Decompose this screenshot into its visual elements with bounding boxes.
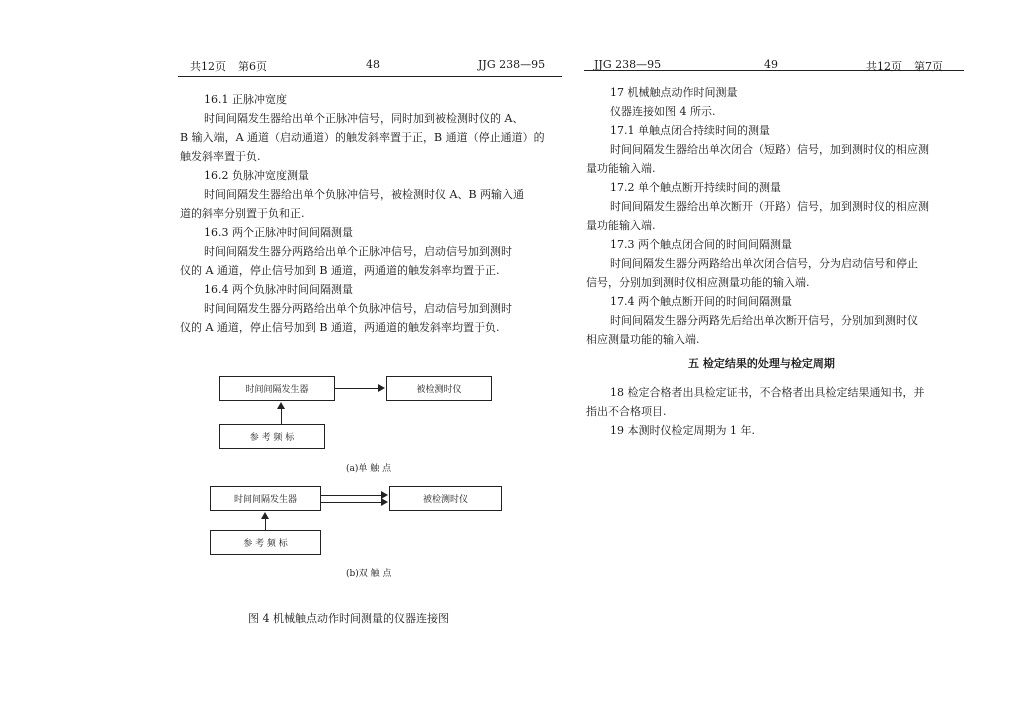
paragraph-line: 道的斜率分别置于负和正. (180, 207, 305, 220)
page-number: 48 (366, 58, 380, 71)
paragraph-line: 19 本测时仪检定周期为 1 年. (610, 424, 755, 437)
arrow-right-icon (378, 384, 385, 392)
standard-code: JJG 238—95 (478, 58, 546, 71)
subsection-heading: 17.1 单触点闭合持续时间的测量 (610, 124, 770, 137)
paragraph-line: 触发斜率置于负. (180, 150, 261, 163)
paragraph-line: 时间间隔发生器给出单次断开（开路）信号，加到测时仪的相应测 (610, 200, 929, 213)
subsection-heading: 16.4 两个负脉冲时间间隔测量 (204, 283, 353, 296)
arrow-right-icon (381, 498, 388, 506)
paragraph-line: 量功能输入端. (586, 162, 656, 175)
paragraph-line: 时间间隔发生器分两路给出单个正脉冲信号，启动信号加到测时 (204, 245, 512, 258)
arrow-up-icon (277, 402, 285, 409)
paragraph-line: 18 检定合格者出具检定证书，不合格者出具检定结果通知书，并 (610, 386, 925, 399)
connector-line (321, 502, 381, 503)
left-page-header (0, 56, 580, 76)
subsection-heading: 16.2 负脉冲宽度测量 (204, 169, 309, 182)
right-page-header (580, 56, 1024, 76)
paragraph-line: 时间间隔发生器分两路给出单个负脉冲信号，启动信号加到测时 (204, 302, 512, 315)
connector-line (281, 409, 282, 424)
paragraph-line: 量功能输入端. (586, 219, 656, 232)
connector-line (321, 495, 381, 496)
arrow-up-icon (261, 512, 269, 519)
generator-box-b: 时间间隔发生器 (210, 486, 321, 511)
reference-box-b: 参 考 频 标 (210, 530, 321, 555)
reference-box-a: 参 考 频 标 (219, 424, 325, 449)
page-label: 第6页 (238, 60, 267, 73)
paragraph-line: 时间间隔发生器分两路先后给出单次断开信号，分别加到测时仪 (610, 314, 918, 327)
header-rule (584, 70, 964, 71)
figure-subcaption: (a)单 触 点 (346, 464, 392, 474)
header-rule (178, 76, 562, 77)
paragraph-line: 时间间隔发生器给出单个正脉冲信号，同时加到被检测时仪的 A、 (204, 112, 524, 125)
subsection-heading: 17.3 两个触点闭合间的时间间隔测量 (610, 238, 792, 251)
figure-caption: 图 4 机械触点动作时间测量的仪器连接图 (248, 612, 449, 625)
total-pages: 共12页 (866, 60, 902, 73)
paragraph-line: 时间间隔发生器分两路给出单次闭合信号，分为启动信号和停止 (610, 257, 918, 270)
subsection-heading: 17.2 单个触点断开持续时间的测量 (610, 181, 781, 194)
paragraph-line: 相应测量功能的输入端. (586, 333, 700, 346)
paragraph-line: B 输入端，A 通道（启动通道）的触发斜率置于正，B 通道（停止通道）的 (180, 131, 545, 144)
standard-code: JJG 238—95 (594, 58, 662, 71)
connector-line (335, 388, 378, 389)
connector-line (265, 519, 266, 530)
paragraph-line: 时间间隔发生器给出单次闭合（短路）信号，加到测时仪的相应测 (610, 143, 929, 156)
generator-box-a: 时间间隔发生器 (219, 376, 335, 401)
subsection-heading: 16.1 正脉冲宽度 (204, 93, 287, 106)
device-box-a: 被检测时仪 (386, 376, 492, 401)
total-pages: 共12页 (190, 60, 226, 73)
paragraph-line: 指出不合格项目. (586, 405, 667, 418)
paragraph-line: 仪的 A 通道，停止信号加到 B 通道，两通道的触发斜率均置于正. (180, 264, 500, 277)
device-box-b: 被检测时仪 (389, 486, 502, 511)
subsection-heading: 16.3 两个正脉冲时间间隔测量 (204, 226, 353, 239)
section-title: 五 检定结果的处理与检定周期 (688, 357, 835, 370)
subsection-heading: 17.4 两个触点断开间的时间间隔测量 (610, 295, 792, 308)
paragraph-line: 信号，分别加到测时仪相应测量功能的输入端. (586, 276, 810, 289)
paragraph-line: 时间间隔发生器给出单个负脉冲信号，被检测时仪 A、B 两输入通 (204, 188, 525, 201)
section-heading: 17 机械触点动作时间测量 (610, 86, 738, 99)
paragraph-line: 仪器连接如图 4 所示. (610, 105, 716, 118)
right-page (580, 0, 1024, 724)
page-number: 49 (764, 58, 778, 71)
figure-subcaption: (b)双 触 点 (346, 569, 392, 579)
paragraph-line: 仪的 A 通道，停止信号加到 B 通道，两通道的触发斜率均置于负. (180, 321, 500, 334)
page-label: 第7页 (914, 60, 943, 73)
